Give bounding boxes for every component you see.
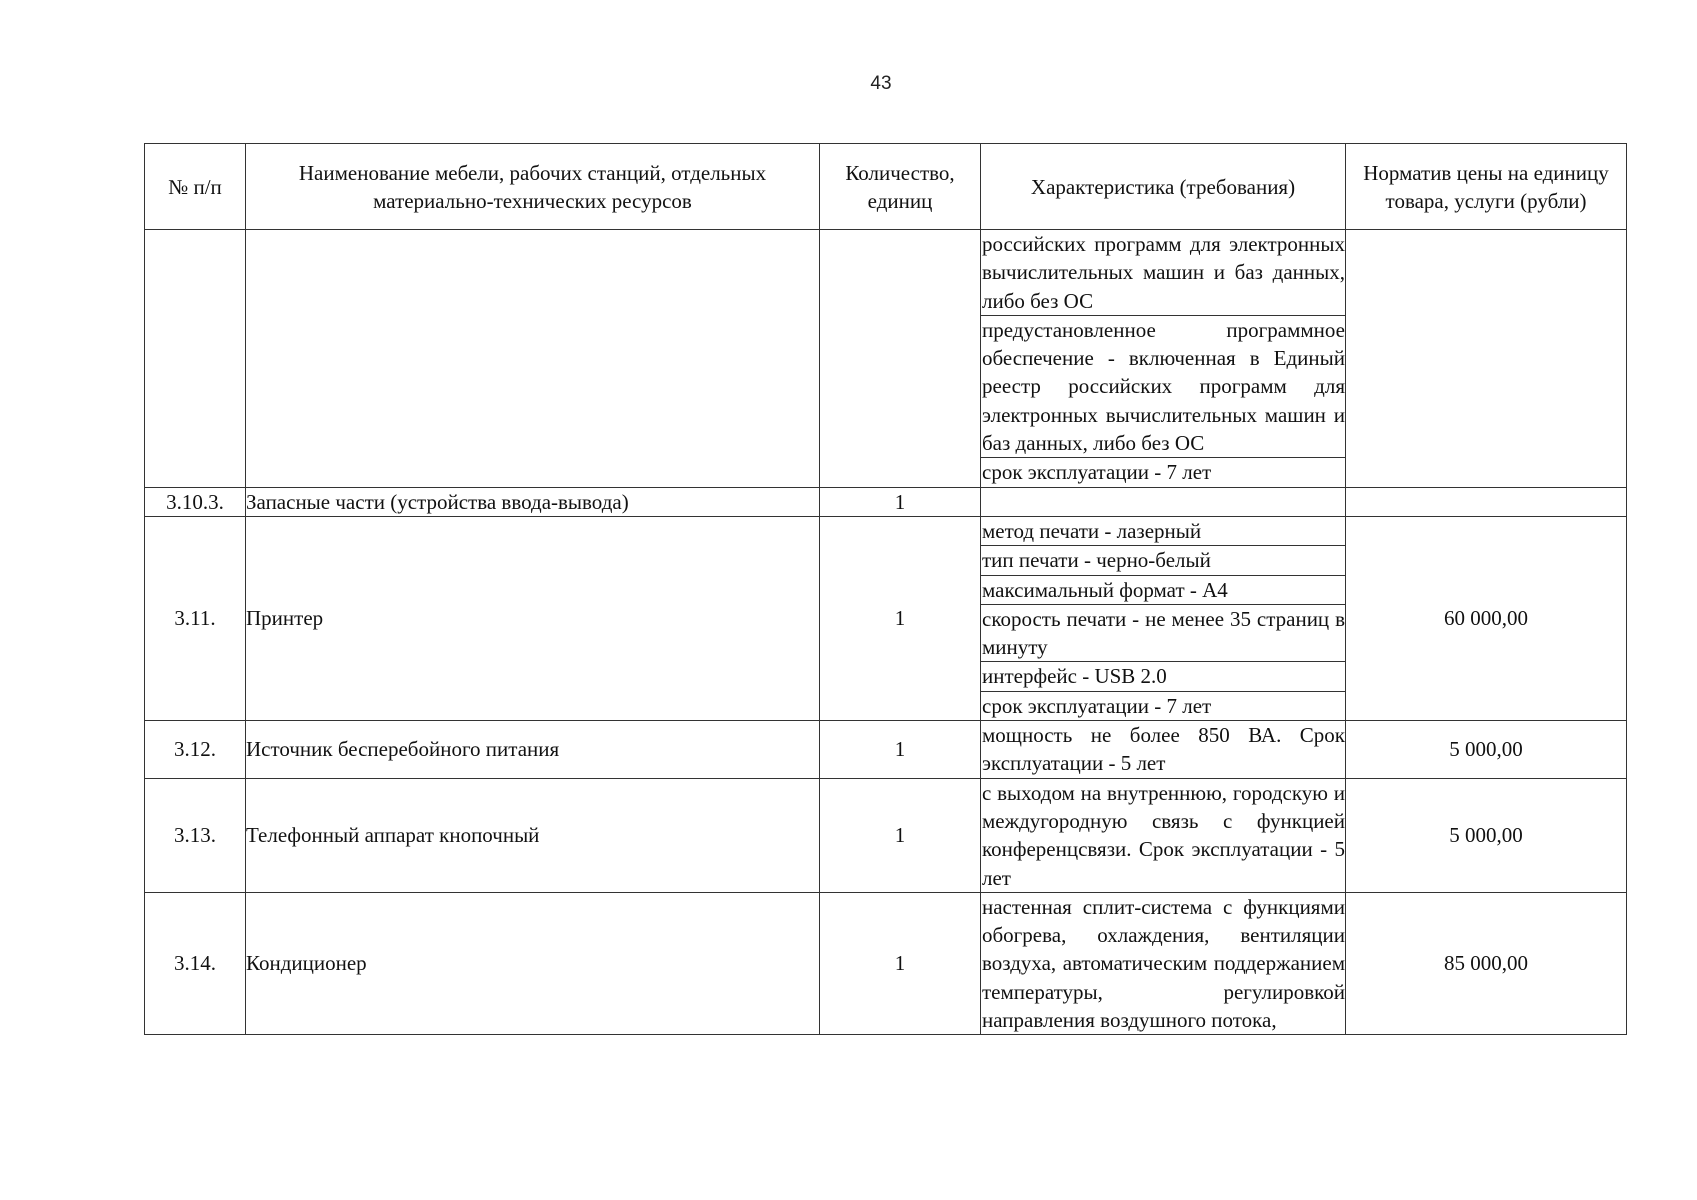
characteristic-line: тип печати - черно-белый [981, 546, 1345, 575]
row-characteristics [981, 487, 1346, 516]
row-price: 5 000,00 [1346, 721, 1627, 779]
row-name: Источник бесперебойного питания [246, 721, 820, 779]
page-number: 43 [870, 73, 892, 94]
row-price: 85 000,00 [1346, 892, 1627, 1034]
characteristic-line: с выходом на внутреннюю, городскую и междугородную связь с функцией конференцсвязи. Срок эксплуатации - 5 лет [982, 780, 1345, 890]
row-name: Принтер [246, 516, 820, 720]
table-row [145, 487, 1627, 516]
row-characteristics [981, 778, 1346, 892]
characteristic-line: интерфейс - USB 2.0 [981, 662, 1345, 691]
row-qty: 1 [820, 892, 981, 1034]
row-name: Кондиционер [246, 892, 820, 1034]
row-qty: 1 [820, 487, 981, 516]
header-name: Наименование мебели, рабочих станций, отдельных материально-технических ресурсов [246, 144, 820, 230]
row-num [145, 230, 246, 488]
table-row [145, 778, 1627, 892]
row-characteristics [981, 230, 1346, 488]
table-row [145, 892, 1627, 1034]
table-row [145, 721, 1627, 779]
characteristic-line: предустановленное программное обеспечение - включенная в Единый реестр российских программ для электронных вычислительных машин и баз данных, либо без ОС [981, 316, 1345, 458]
characteristic-line: настенная сплит-система с функциями обогрева, охлаждения, вентиляции воздуха, автоматическим поддержанием температуры, регулировкой направления воздушного потока, [982, 894, 1345, 1033]
row-num: 3.12. [145, 721, 246, 779]
characteristic-line: мощность не более 850 ВА. Срок эксплуатации - 5 лет [982, 723, 1345, 776]
row-price [1346, 487, 1627, 516]
table-row [145, 516, 1627, 720]
row-num: 3.10.3. [145, 487, 246, 516]
characteristic-line: срок эксплуатации - 7 лет [982, 460, 1212, 485]
row-num: 3.13. [145, 778, 246, 892]
characteristic-line: метод печати - лазерный [981, 517, 1345, 546]
table-header-row [145, 144, 1627, 230]
header-price: Норматив цены на единицу товара, услуги (рубли) [1346, 144, 1627, 230]
row-qty: 1 [820, 516, 981, 720]
characteristic-line: максимальный формат - А4 [981, 576, 1345, 605]
characteristic-line: российских программ для электронных вычислительных машин и баз данных, либо без ОС [981, 230, 1345, 316]
row-price: 60 000,00 [1346, 516, 1627, 720]
header-num: № п/п [145, 144, 246, 230]
row-num: 3.11. [145, 516, 246, 720]
row-characteristics [981, 721, 1346, 779]
row-characteristics [981, 892, 1346, 1034]
row-name: Запасные части (устройства ввода-вывода) [246, 487, 820, 516]
row-qty: 1 [820, 721, 981, 779]
header-qty: Количество, единиц [820, 144, 981, 230]
row-price: 5 000,00 [1346, 778, 1627, 892]
characteristic-line: скорость печати - не менее 35 страниц в минуту [981, 605, 1345, 663]
row-num: 3.14. [145, 892, 246, 1034]
row-name: Телефонный аппарат кнопочный [246, 778, 820, 892]
characteristic-line: срок эксплуатации - 7 лет [982, 693, 1212, 718]
table-row [145, 230, 1627, 488]
row-qty: 1 [820, 778, 981, 892]
header-characteristics: Характеристика (требования) [981, 144, 1346, 230]
row-characteristics [981, 516, 1346, 720]
spec-table [144, 143, 1627, 1035]
row-name [246, 230, 820, 488]
row-qty [820, 230, 981, 488]
row-price [1346, 230, 1627, 488]
